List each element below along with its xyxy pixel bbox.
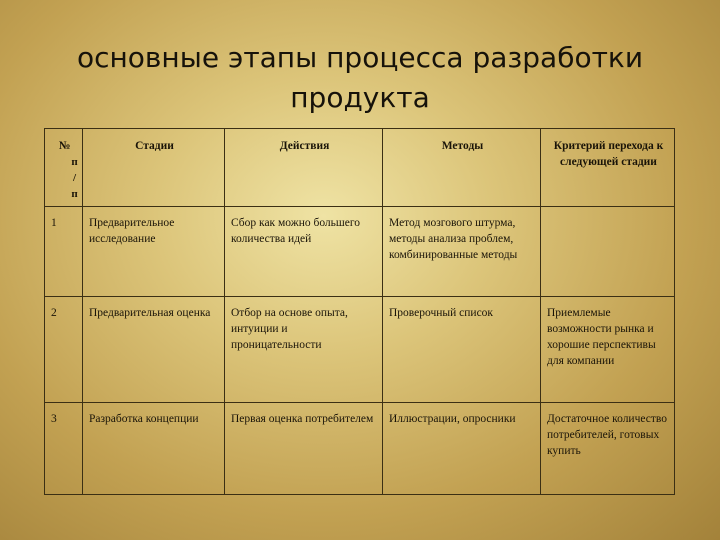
row-stage: Предварительная оценка (83, 297, 225, 403)
table-row (45, 297, 675, 403)
header-actions: Действия (225, 129, 383, 207)
header-methods: Методы (383, 129, 541, 207)
header-num-sub-3: п (71, 188, 78, 200)
row-num: 3 (45, 403, 83, 495)
row-criterion (541, 207, 675, 297)
slide-title-line-1: основные этапы процесса разработки (76, 41, 644, 74)
header-criterion: Критерий перехода к следующей стадии (541, 129, 675, 207)
stages-table (44, 128, 675, 495)
header-num (45, 129, 83, 207)
row-actions: Отбор на основе опыта, интуиции и проницательности (225, 297, 383, 403)
header-num-sub-2: / (72, 172, 77, 184)
header-num-sub-1: п (71, 156, 78, 168)
row-num: 1 (45, 207, 83, 297)
row-criterion: Приемлемые возможности рынка и хорошие перспективы для компании (541, 297, 675, 403)
slide-title (30, 38, 690, 118)
header-stage: Стадии (83, 129, 225, 207)
row-stage: Предварительное исследование (83, 207, 225, 297)
table-header-row (45, 129, 675, 207)
row-methods: Метод мозгового штурма, методы анализа проблем, комбинированные методы (383, 207, 541, 297)
row-actions: Первая оценка потребителем (225, 403, 383, 495)
row-criterion: Достаточное количество потребителей, готовых купить (541, 403, 675, 495)
table-row (45, 207, 675, 297)
row-actions: Сбор как можно большего количества идей (225, 207, 383, 297)
table-row (45, 403, 675, 495)
row-stage: Разработка концепции (83, 403, 225, 495)
header-num-label: № (58, 140, 71, 152)
row-methods: Проверочный список (383, 297, 541, 403)
slide-title-line-2: продукта (290, 81, 430, 114)
row-num: 2 (45, 297, 83, 403)
row-methods: Иллюстрации, опросники (383, 403, 541, 495)
